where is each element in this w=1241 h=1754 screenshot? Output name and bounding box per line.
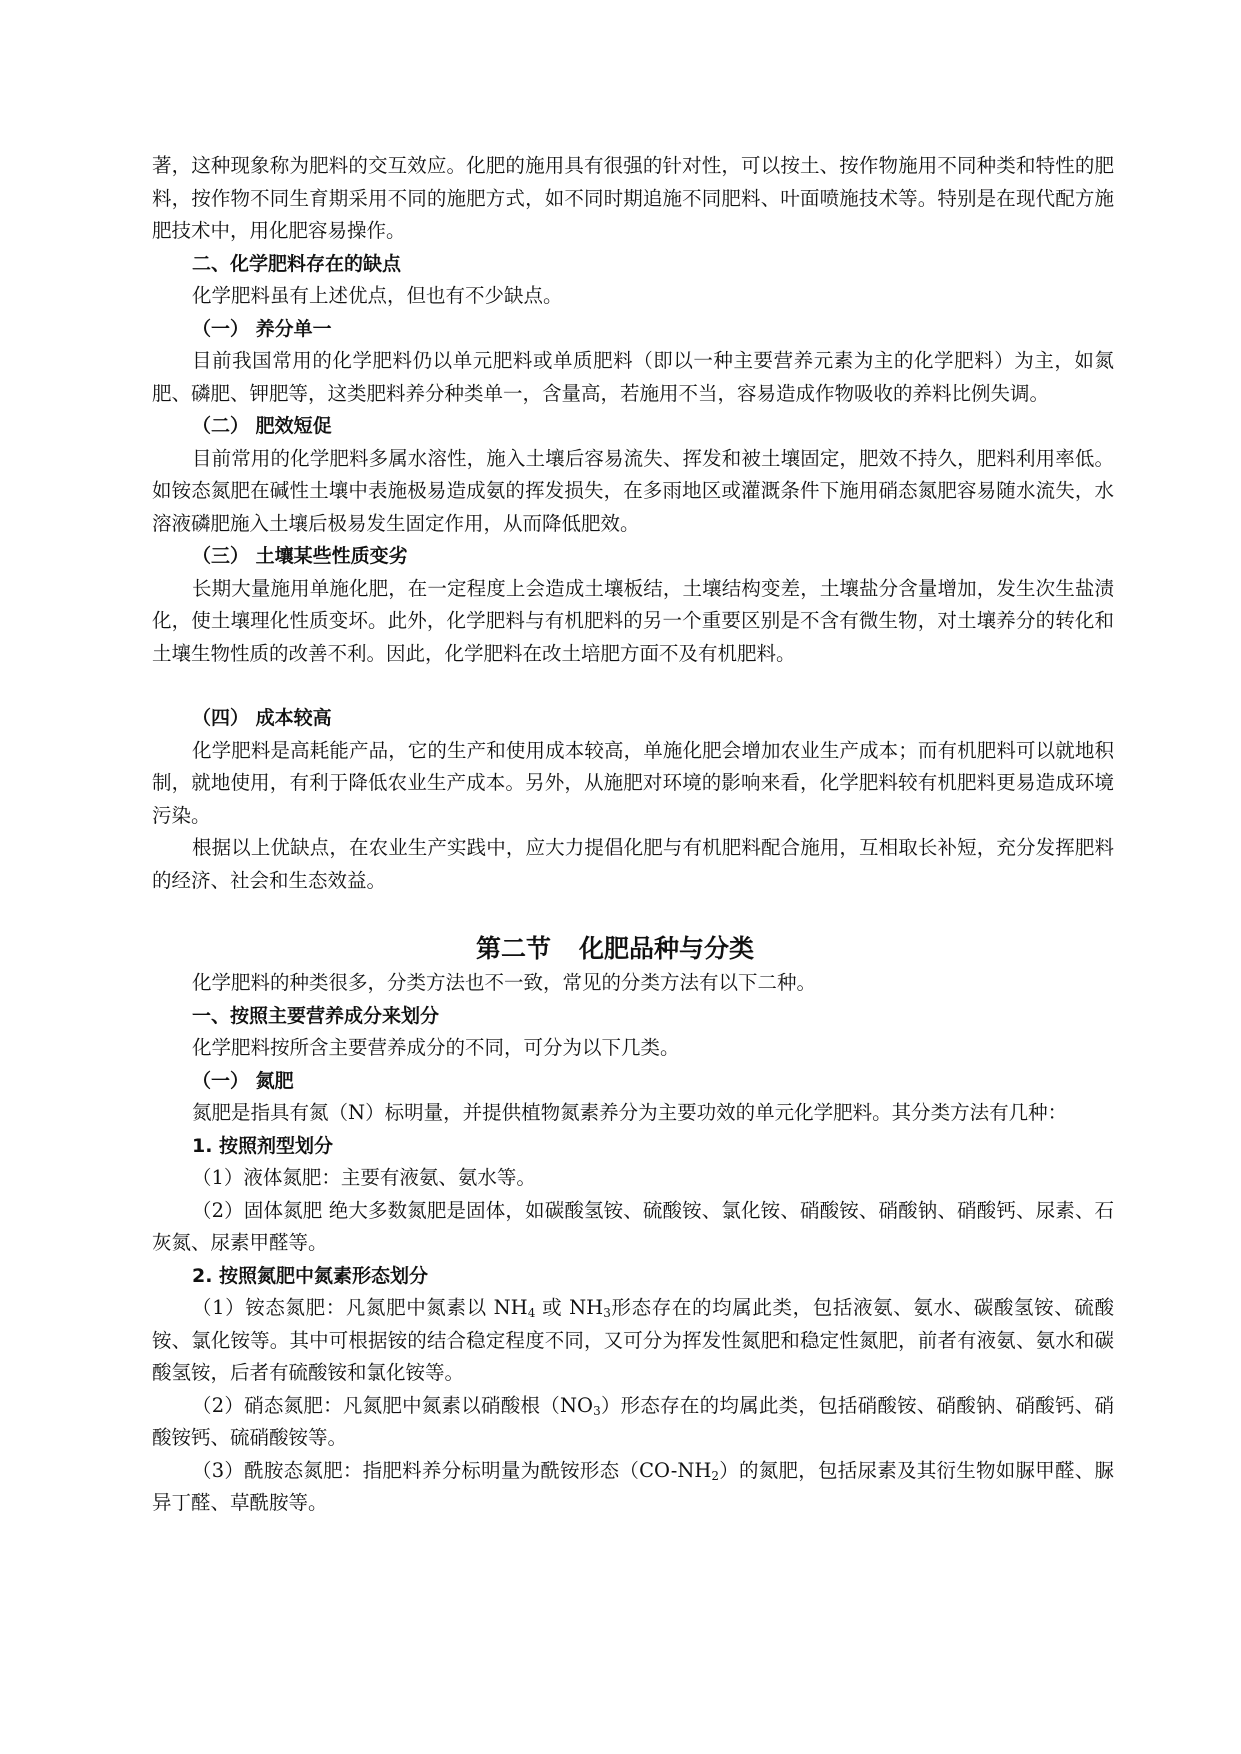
- by-nutrient-paragraph: 化学肥料按所含主要营养成分的不同，可分为以下几类。: [192, 1036, 680, 1059]
- section-label: 第二节: [475, 934, 551, 963]
- section-name: 化肥品种与分类: [579, 934, 755, 963]
- disadvantages-intro: 化学肥料虽有上述优点，但也有不少缺点。: [192, 284, 563, 307]
- subheading-by-form: 1. 按照剂型划分: [192, 1134, 334, 1157]
- blank-line: [152, 670, 1114, 702]
- heading-single-nutrient: （一） 养分单一: [192, 317, 332, 340]
- intro-paragraph: 著，这种现象称为肥料的交互效应。化肥的施用具有很强的针对性，可以按土、按作物施用不同种类和特性的肥料，按作物不同生育期采用不同的施肥方式，如不同时期追施不同肥料、叶面喷施技术等。特别是在现代配方施肥技术中，用化肥容易操作。: [152, 154, 1114, 242]
- amide-nitrogen-item: （3）酰胺态氮肥：指肥料养分标明量为酰铵形态$(CO-NH_2)$的氮肥，包括尿素及其衍生物如脲甲醛、脲异丁醛、草酰胺等。: [152, 1458, 1114, 1514]
- heading-disadvantages: 二、化学肥料存在的缺点: [192, 252, 402, 275]
- short-effect-paragraph: 目前常用的化学肥料多属水溶性，施入土壤后容易流失、挥发和被土壤固定，肥效不持久，肥料利用率低。如铵态氮肥在碱性土壤中表施极易造成氨的挥发损失，在多雨地区或灌溉条件下施用硝态氮肥容易随水流失，水溶液磷肥施入土壤后极易发生固定作用，从而降低肥效。: [152, 446, 1114, 535]
- soil-degradation-paragraph: 长期大量施用单施化肥，在一定程度上会造成土壤板结，土壤结构变差，土壤盐分含量增加，发生次生盐渍化，使土壤理化性质变坏。此外，化学肥料与有机肥料的另一个重要区别是不含有微生物，对土壤养分的转化和土壤生物性质的改善不利。因此，化学肥料在改土培肥方面不及有机肥料。: [152, 576, 1114, 665]
- heading-by-nutrient: 一、按照主要营养成分来划分: [192, 1004, 440, 1027]
- heading-high-cost: （四） 成本较高: [192, 707, 332, 729]
- section-intro: 化学肥料的种类很多，分类方法也不一致，常见的分类方法有以下二种。: [192, 971, 817, 994]
- ammonium-nitrogen-item: （1）铵态氮肥：凡氮肥中氮素以 $NH_4$ 或 $NH_3$形态存在的均属此类，包括液氨、氨水、碳酸氢铵、硫酸铵、氯化铵等。其中可根据铵的结合稳定程度不同，又可分为挥发性氮肥和稳定性氮肥，前者有液氨、氨水和碳酸氢铵，后者有硫酸铵和氯化铵等。: [152, 1296, 1114, 1384]
- heading-soil-degradation: （三） 土壤某些性质变劣: [192, 545, 408, 567]
- heading-nitrogen: （一） 氮肥: [192, 1069, 294, 1092]
- solid-nitrogen-item: （2）固体氮肥 绝大多数氮肥是固体，如碳酸氢铵、硫酸铵、氯化铵、硝酸铵、硝酸钠、硝酸钙、尿素、石灰氮、尿素甲醛等。: [152, 1198, 1114, 1254]
- single-nutrient-paragraph: 目前我国常用的化学肥料仍以单元肥料或单质肥料（即以一种主要营养元素为主的化学肥料）为主，如氮肥、磷肥、钾肥等，这类肥料养分种类单一，含量高，若施用不当，容易造成作物吸收的养料比例失调。: [152, 349, 1114, 405]
- subheading-by-nitrogen-form: 2. 按照氮肥中氮素形态划分: [192, 1264, 429, 1287]
- document-page: [152, 150, 1114, 1520]
- section-title: [134, 931, 1096, 967]
- nitrate-nitrogen-item: （2）硝态氮肥：凡氮肥中氮素以硝酸根$(NO_3)$形态存在的均属此类，包括硝酸铵、硝酸钠、硝酸钙、硝酸铵钙、硫硝酸铵等。: [152, 1393, 1114, 1449]
- nitrogen-paragraph: 氮肥是指具有氮（N）标明量，并提供植物氮素养分为主要功效的单元化学肥料。其分类方法有几种：: [192, 1101, 1068, 1124]
- blank-line: [152, 897, 1114, 931]
- heading-short-effect: （二） 肥效短促: [192, 415, 332, 437]
- conclusion-paragraph: 根据以上优缺点，在农业生产实践中，应大力提倡化肥与有机肥料配合施用，互相取长补短，充分发挥肥料的经济、社会和生态效益。: [152, 836, 1114, 892]
- liquid-nitrogen-item: （1）液体氮肥：主要有液氨、氨水等。: [192, 1166, 536, 1189]
- high-cost-paragraph: 化学肥料是高耗能产品，它的生产和使用成本较高，单施化肥会增加农业生产成本；而有机肥料可以就地积制，就地使用，有利于降低农业生产成本。另外，从施肥对环境的影响来看，化学肥料较有机肥料更易造成环境污染。: [152, 738, 1114, 827]
